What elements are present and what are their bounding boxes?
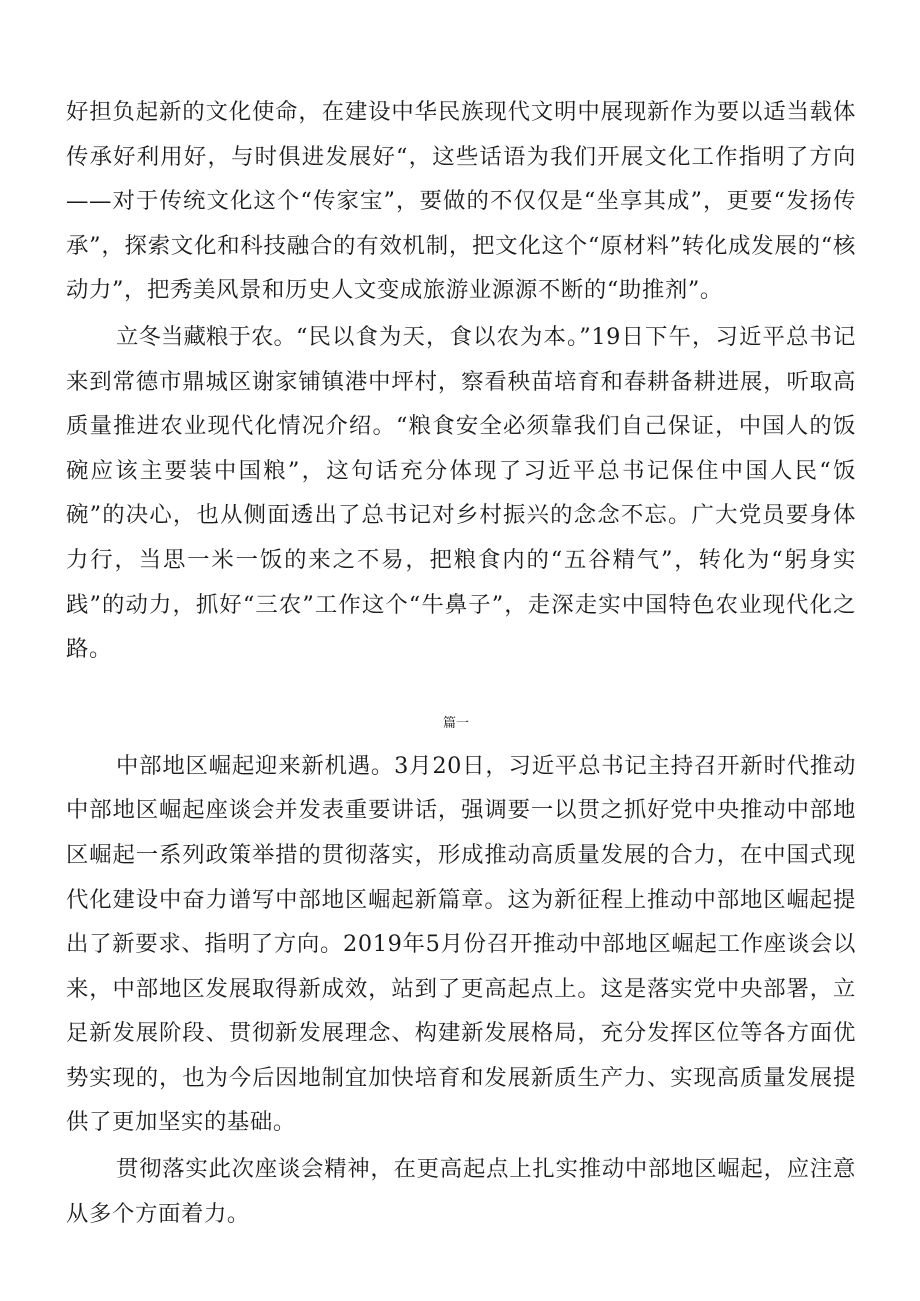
paragraph-central-region: 中部地区崛起迎来新机遇。3月20日，习近平总书记主持召开新时代推动中部地区崛起座谈会并发表重要讲话，强调要一以贯之抓好党中央推动中部地区崛起一系列政策举措的贯彻落实，形成推动高质量发展的合力，在中国式现代化建设中奋力谱写中部地区崛起新篇章。这为新征程上推动中部地区崛起提出了新要求、指明了方向。2019年5月份召开推动中部地区崛起工作座谈会以来，中部地区发展取得新成效，站到了更高起点上。这是落实党中央部署，立足新发展阶段、贯彻新发展理念、构建新发展格局，充分发挥区位等各方面优势实现的，也为今后因地制宜加快培育和发展新质生产力、实现高质量发展提供了更加坚实的基础。 <box>66 752 856 1136</box>
section-title: 篇一 <box>442 715 469 731</box>
paragraph-lead: 立冬当藏粮于农。 <box>116 323 296 350</box>
document-page <box>66 90 856 1236</box>
paragraph-body: “民以食为天，食以农为本。”19日下午，习近平总书记来到常德市鼎城区谢家铺镇港中坪村，察看秧苗培育和春耕备耕进展，听取高质量推进农业现代化情况介绍。“粮食安全必须靠我们自己保证，中国人的饭碗应该主要装中国粮”，这句话充分体现了习近平总书记保住中国人民“饭碗”的决心，也从侧面透出了总书记对乡村振兴的念念不忘。广大党员要身体力行，当思一米一饭的来之不易，把粮食内的“五谷精气”，转化为“躬身实践”的动力，抓好“三农”工作这个“牛鼻子”，走深走实中国特色农业现代化之路。 <box>66 323 856 663</box>
paragraph-conclusion: 贯彻落实此次座谈会精神，在更高起点上扎实推动中部地区崛起，应注意从多个方面着力。 <box>66 1156 856 1227</box>
paragraph-grain <box>66 315 856 672</box>
paragraph-culture: 好担负起新的文化使命，在建设中华民族现代文明中展现新作为要以适当载体传承好利用好，与时俱进发展好“，这些话语为我们开展文化工作指明了方向——对于传统文化这个“传家宝”，要做的不仅仅是“坐享其成”，更要“发扬传承”，探索文化和科技融合的有效机制，把文化这个“原材料”转化成发展的“核动力”，把秀美风景和历史人文变成旅游业源源不断的“助推剂”。 <box>66 99 856 304</box>
